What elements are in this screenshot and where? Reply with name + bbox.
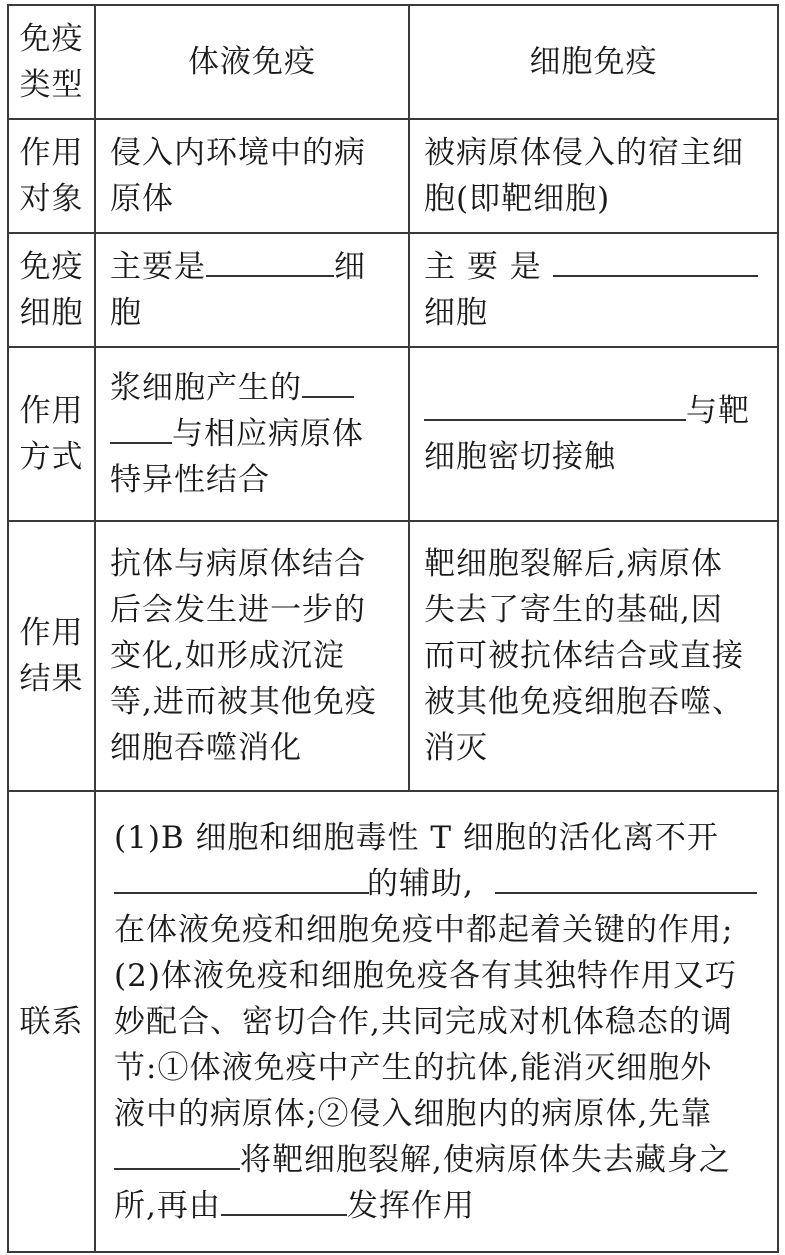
relation-label: 联系 xyxy=(8,791,95,1252)
humoral-cells-cell: 主要是 细胞 xyxy=(95,233,409,347)
immunity-type-label: 免疫 类型 xyxy=(8,5,95,119)
cellular-result-cell: 靶细胞裂解后,病原体 失去了寄生的基础,因 而可被抗体结合或直接 被其他免疫细胞吞噬、 消灭 xyxy=(409,521,778,791)
humoral-target-cell: 侵入内环境中的病 原体 xyxy=(95,119,409,233)
answer-blank[interactable] xyxy=(553,245,758,277)
answer-blank[interactable] xyxy=(424,389,686,421)
mode-row xyxy=(8,347,778,521)
immune-cells-row xyxy=(8,233,778,347)
immune-cells-label: 免疫 细胞 xyxy=(8,233,95,347)
humoral-immunity-header: 体液免疫 xyxy=(95,5,409,119)
target-label: 作用 对象 xyxy=(8,119,95,233)
mode-label: 作用 方式 xyxy=(8,347,95,521)
answer-blank[interactable] xyxy=(221,1184,347,1216)
result-row xyxy=(8,521,778,791)
cellular-immunity-header: 细胞免疫 xyxy=(409,5,778,119)
cellular-mode-cell: 与靶 细胞密切接触 xyxy=(409,347,778,521)
answer-blank[interactable] xyxy=(302,366,354,398)
answer-blank[interactable] xyxy=(110,412,172,444)
answer-blank[interactable] xyxy=(206,245,334,277)
answer-blank[interactable] xyxy=(495,862,757,894)
relation-cell: (1)B 细胞和细胞毒性 T 细胞的活化离不开 的辅助, 在体液免疫和细胞免疫中都起着关键的作用; (2)体液免疫和细胞免疫各有其独特作用又巧 妙配合、密切合作,共同完成对机体稳态的调 节:①体液免疫中产生的抗体,能消灭细胞外 液中的病原体;②侵入细胞内的病原体,先靠 将靶细胞裂解,使病原体失去藏身之 所,再由 发挥作用 xyxy=(95,791,778,1252)
cellular-cells-cell: 主 要 是 细胞 xyxy=(409,233,778,347)
answer-blank[interactable] xyxy=(114,862,369,894)
humoral-result-cell: 抗体与病原体结合 后会发生进一步的 变化,如形成沉淀 等,进而被其他免疫 细胞吞噬消化 xyxy=(95,521,409,791)
immunity-comparison-table xyxy=(7,4,779,1253)
result-label: 作用 结果 xyxy=(8,521,95,791)
answer-blank[interactable] xyxy=(114,1138,240,1170)
header-row xyxy=(8,5,778,119)
humoral-mode-cell: 浆细胞产生的 与相应病原体 特异性结合 xyxy=(95,347,409,521)
cellular-target-cell: 被病原体侵入的宿主细 胞(即靶细胞) xyxy=(409,119,778,233)
target-row xyxy=(8,119,778,233)
relation-row xyxy=(8,791,778,1252)
